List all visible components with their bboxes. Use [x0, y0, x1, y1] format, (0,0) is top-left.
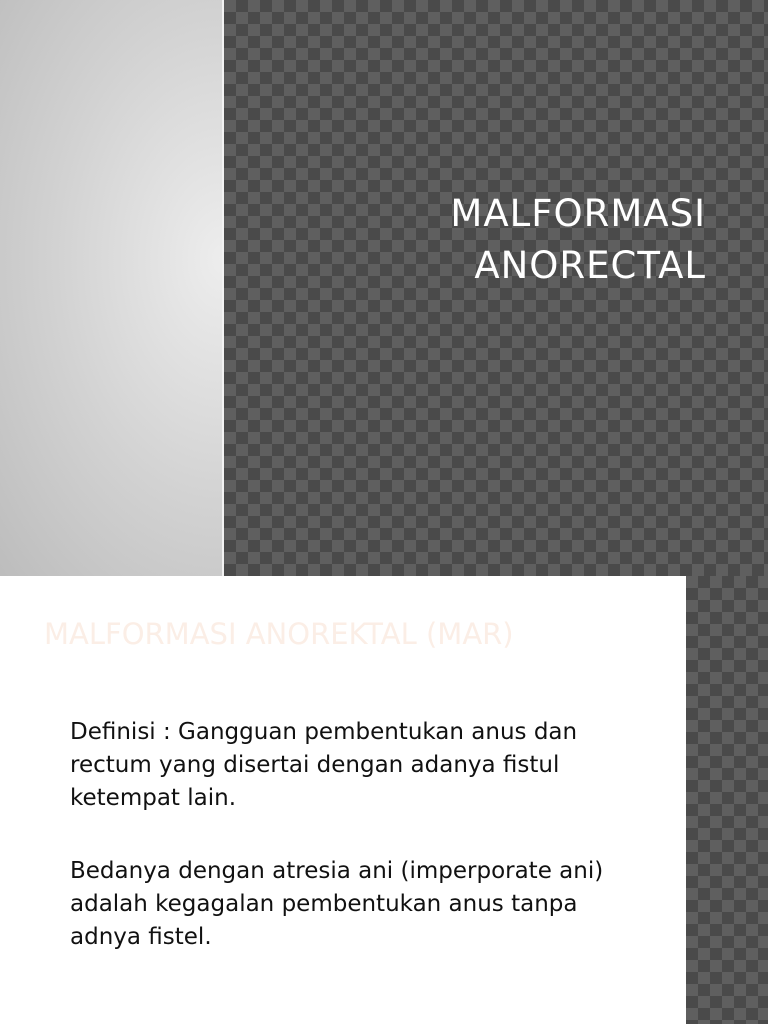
slide-title-line-1: MALFORMASI — [450, 192, 706, 235]
content-heading: MALFORMASI ANOREKTAL (MAR) — [44, 617, 514, 651]
content-slide — [0, 576, 768, 1024]
diamond-pattern-strip — [686, 576, 768, 1024]
panel-divider — [222, 0, 224, 576]
slide-title — [286, 188, 706, 292]
slide-title-line-2: ANORECTAL — [474, 244, 706, 287]
difference-paragraph: Bedanya dengan atresia ani (imperporate ani) adalah kegagalan pembentukan anus tanpa adnya fistel. — [70, 858, 604, 950]
content-body — [70, 716, 630, 994]
gradient-side-panel — [0, 0, 222, 576]
definition-paragraph: Definisi : Gangguan pembentukan anus dan rectum yang disertai dengan adanya fistul ketempat lain. — [70, 719, 578, 811]
